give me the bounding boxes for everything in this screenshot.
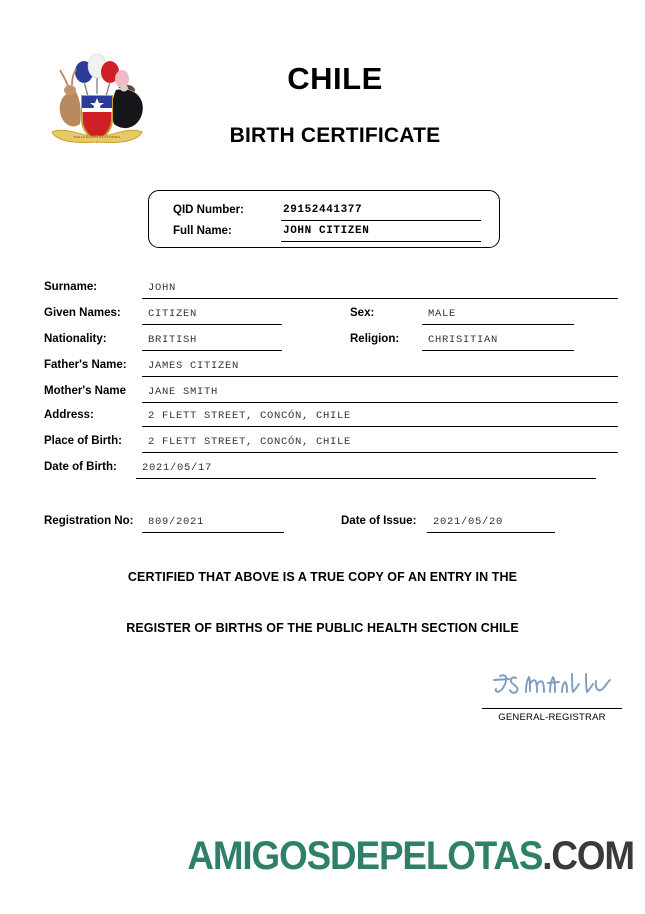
certification-line-1: CERTIFIED THAT ABOVE IS A TRUE COPY OF AN ENTRY IN THE — [127, 570, 518, 584]
sex-rule — [422, 324, 574, 325]
religion-label: Religion: — [350, 333, 400, 345]
field-surname — [44, 281, 574, 303]
page-title: CHILE — [287, 61, 383, 96]
mothers-name-label: Mother's Name — [44, 385, 126, 397]
date-of-birth-rule — [136, 478, 596, 479]
registration-no-rule — [142, 532, 284, 533]
watermark-tld: .COM — [542, 834, 634, 878]
signature-caption: GENERAL-REGISTRAR — [498, 712, 606, 723]
religion-rule — [422, 350, 574, 351]
fathers-name-rule — [142, 376, 618, 377]
surname-value: JOHN — [148, 282, 177, 294]
address-label: Address: — [44, 409, 94, 421]
field-address — [44, 409, 574, 431]
field-registration-no — [44, 515, 304, 537]
signature-block — [482, 668, 622, 723]
mothers-name-rule — [142, 402, 618, 403]
place-of-birth-label: Place of Birth: — [44, 435, 122, 447]
full-name-value: JOHN CITIZEN — [283, 225, 370, 237]
field-place-of-birth — [44, 435, 574, 457]
svg-text:POR LA RAZÓN O LA FUERZA: POR LA RAZÓN O LA FUERZA — [73, 135, 121, 139]
watermark-name: AMIGOSDEPELOTAS — [187, 834, 543, 878]
date-of-birth-label: Date of Birth: — [44, 461, 117, 473]
place-of-birth-rule — [142, 452, 618, 453]
nationality-value: BRITISH — [148, 334, 198, 346]
qid-summary-box — [148, 190, 500, 248]
qid-number-rule — [281, 220, 481, 221]
fathers-name-label: Father's Name: — [44, 359, 127, 371]
nationality-label: Nationality: — [44, 333, 107, 345]
full-name-label: Full Name: — [173, 225, 232, 237]
field-date-of-issue — [341, 515, 581, 537]
field-religion — [350, 333, 580, 355]
qid-number-label: QID Number: — [173, 204, 244, 216]
date-of-issue-label: Date of Issue: — [341, 515, 417, 527]
registration-no-label: Registration No: — [44, 515, 134, 527]
surname-label: Surname: — [44, 281, 98, 293]
nationality-rule — [142, 350, 282, 351]
field-date-of-birth — [44, 461, 574, 483]
date-of-issue-value: 2021/05/20 — [433, 516, 504, 528]
full-name-rule — [281, 241, 481, 242]
place-of-birth-value: 2 FLETT STREET, CONCÓN, CHILE — [148, 436, 352, 448]
mothers-name-value: JANE SMITH — [148, 386, 219, 398]
site-watermark — [52, 834, 645, 879]
chile-coat-of-arms-icon — [38, 52, 156, 152]
certification-line-2: REGISTER OF BIRTHS OF THE PUBLIC HEALTH SECTION CHILE — [126, 621, 519, 635]
field-mothers-name — [44, 385, 574, 407]
title-block — [170, 62, 500, 148]
sex-label: Sex: — [350, 307, 375, 319]
qid-number-value: 29152441377 — [283, 204, 363, 216]
given-names-rule — [142, 324, 282, 325]
address-rule — [142, 426, 618, 427]
date-of-birth-value: 2021/05/17 — [142, 462, 213, 474]
given-names-value: CITIZEN — [148, 308, 198, 320]
field-sex — [350, 307, 580, 329]
registration-no-value: 809/2021 — [148, 516, 205, 528]
document-type-title: BIRTH CERTIFICATE — [229, 124, 441, 148]
address-value: 2 FLETT STREET, CONCÓN, CHILE — [148, 410, 352, 422]
signature-rule — [482, 708, 622, 709]
field-fathers-name — [44, 359, 574, 381]
sex-value: MALE — [428, 308, 457, 320]
given-names-label: Given Names: — [44, 307, 121, 319]
religion-value: CHRISITIAN — [428, 334, 499, 346]
fathers-name-value: JAMES CITIZEN — [148, 360, 240, 372]
date-of-issue-rule — [427, 532, 555, 533]
handwritten-signature-icon — [482, 668, 622, 702]
surname-rule — [142, 298, 618, 299]
